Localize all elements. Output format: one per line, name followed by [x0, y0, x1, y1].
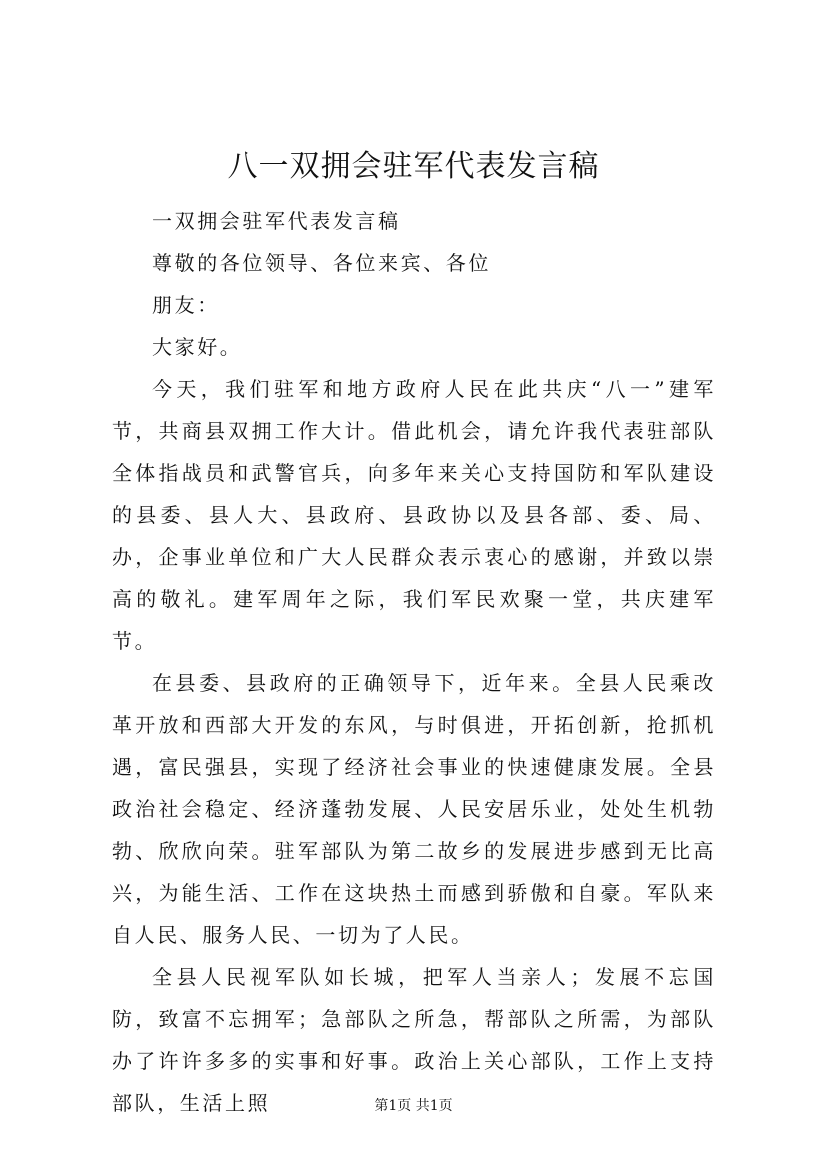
- page-footer: [0, 1096, 827, 1116]
- document-title: 八一双拥会驻军代表发言稿: [227, 149, 600, 184]
- page-number-label: 第1页 共1页: [374, 1098, 453, 1114]
- salutation-paragraph: 尊敬的各位领导、各位来宾、各位: [152, 251, 491, 275]
- body-paragraph-2: 在县委、县政府的正确领导下，近年来。全县人民乘改革开放和西部大开发的东风，与时俱进，开拓创新，抢抓机遇，富民强县，实现了经济社会事业的快速健康发展。全县政治社会稳定、经济蓬勃发展、人民安居乐业，处处生机勃勃、欣欣向荣。驻军部队为第二故乡的发展进步感到无比高兴，为能生活、工作在这块热土而感到骄傲和自豪。军队来自人民、服务人民、一切为了人民。: [112, 671, 716, 947]
- salutation-continued-paragraph: 朋友：: [152, 293, 220, 317]
- body-paragraph-1: 今天，我们驻军和地方政府人民在此共庆“八一”建军节，共商县双拥工作大计。借此机会，请允许我代表驻部队全体指战员和武警官兵，向多年来关心支持国防和军队建设的县委、县人大、县政府、县政协以及县各部、委、局、办，企事业单位和广大人民群众表示衷心的感谢，并致以崇高的敬礼。建军周年之际，我们军民欢聚一堂，共庆建军节。: [112, 377, 716, 653]
- document-body: [112, 200, 716, 1124]
- subtitle-paragraph: 一双拥会驻军代表发言稿: [152, 209, 401, 233]
- body-paragraph-3: 全县人民视军队如长城，把军人当亲人；发展不忘国防，致富不忘拥军；急部队之所急，帮部队之所需，为部队办了许许多多的实事和好事。政治上关心部队，工作上支持部队，生活上照: [112, 965, 716, 1115]
- greeting-paragraph: 大家好。: [152, 335, 243, 359]
